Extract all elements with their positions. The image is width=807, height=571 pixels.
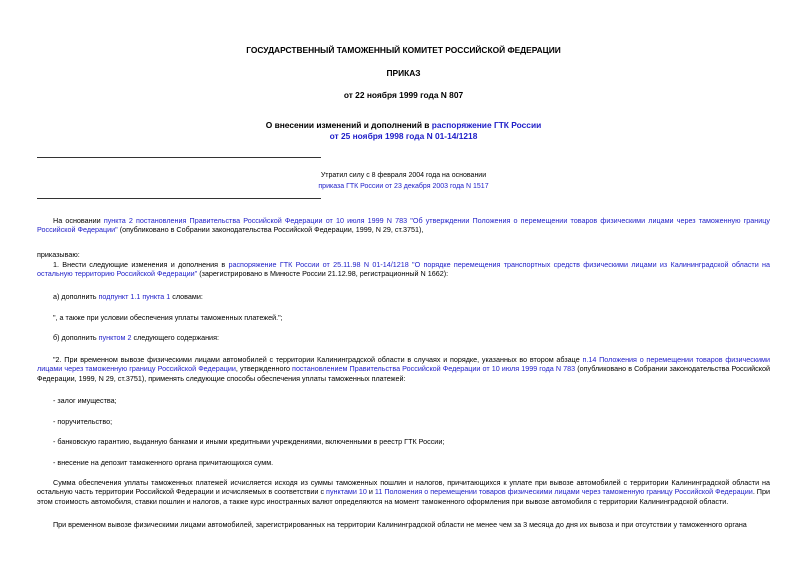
item-a-prefix: а) дополнить [53, 292, 99, 301]
doc-title-link-1[interactable]: распоряжение ГТК России [431, 120, 542, 130]
paragraph-order: приказываю: [37, 250, 80, 259]
subpoint-link[interactable]: подпункт 1.1 пункта 1 [98, 292, 171, 301]
point-2-suffix: (опубликовано в Собрании законодательства Российской Федерации, 1999, N 29, ст.3751), применять следующие способы обеспечения уплаты таможенных платежей: [37, 364, 770, 383]
paragraph-basis-prefix: На основании [53, 216, 104, 225]
paragraph-amount [37, 478, 770, 506]
amount-prefix: Сумма обеспечения уплаты таможенных платежей исчисляется исходя из суммы таможенных пошлин и налогов, причитающихся к уплате при вывозе автомобилей с территории Калининградской области на остальную часть территории Российской Федерации и исчисляемых в соответствии с [37, 478, 770, 497]
repeal-note-link[interactable]: приказа ГТК России от 23 декабря 2003 года N 1517 [318, 183, 489, 190]
doc-date-heading: от 22 ноября 1999 года N 807 [343, 90, 464, 100]
paragraph-item-b [37, 333, 770, 342]
item-b-suffix: следующего содержания: [131, 333, 219, 342]
doc-title-line1 [0, 120, 807, 130]
list-item-pledge: - залог имущества; [53, 396, 117, 405]
point-2-link[interactable]: пунктом 2 [98, 333, 132, 342]
doc-title-line2 [0, 131, 807, 141]
doc-title-text: О внесении изменений и дополнений в [265, 120, 432, 130]
item-1-prefix: 1. Внести следующие изменения и дополнения в [53, 260, 229, 269]
list-item-surety: - поручительство; [53, 417, 113, 426]
paragraph-item-a [37, 292, 770, 301]
points-10-link[interactable]: пунктами 10 [326, 487, 367, 497]
paragraph-basis [37, 216, 770, 235]
amount-suffix: . При этом стоимость автомобиля, ставки пошлин и налогов, а также курс иностранных валют определяются на момент таможенного оформления при вывозе автомобиля с территории Калининградской области. [37, 487, 770, 506]
point-2-prefix: "2. При временном вывозе физическими лицами автомобилей с территории Калининградской области в случаях и порядке, указанных во втором абзаце [53, 355, 583, 364]
list-item-deposit: - внесение на депозит таможенного органа причитающихся сумм. [53, 458, 274, 467]
doc-title-link-2[interactable]: от 25 ноября 1998 года N 01-14/1218 [329, 131, 478, 141]
amount-and: и [366, 487, 375, 497]
regulation-link[interactable]: п.14 Положения о перемещении товаров физическими лицами через таможенную границу Российской Федерации [37, 355, 771, 374]
paragraph-temporary-export: При временном вывозе физическими лицами автомобилей, зарегистрированных на территории Калининградской области не менее чем за 3 месяца до дня их вывоза и при отсутствии у таможенного органа [53, 520, 747, 529]
paragraph-basis-suffix: (опубликовано в Собрании законодательства Российской Федерации, 1999, N 29, ст.3751), [117, 225, 424, 235]
order-link[interactable]: распоряжение ГТК России от 25.11.98 N 01-14/1218 "О порядке перемещения транспортных средств физическими лицами из Калининградской области на остальную территорию Российской Федерации" [37, 260, 770, 279]
bottom-divider [37, 198, 321, 199]
list-item-guarantee: - банковскую гарантию, выданную банками и иными кредитными учреждениями, включенными в реестр ГТК России; [53, 437, 445, 446]
paragraph-quote-a: ", а также при условии обеспечения уплаты таможенных платежей."; [53, 313, 283, 322]
point-2-mid: , утвержденного [235, 364, 293, 374]
item-1-suffix: (зарегистрировано в Минюсте России 21.12.98, регистрационный N 1662): [197, 269, 449, 279]
committee-heading: ГОСУДАРСТВЕННЫЙ ТАМОЖЕННЫЙ КОМИТЕТ РОССИЙСКОЙ ФЕДЕРАЦИИ [246, 45, 561, 55]
top-divider [37, 157, 321, 158]
repeal-note-line1: Утратил силу с 8 февраля 2004 года на основании [320, 172, 487, 179]
item-b-prefix: б) дополнить [53, 333, 99, 342]
repeal-note-line2 [0, 182, 807, 192]
basis-link[interactable]: пункта 2 постановления Правительства Российской Федерации от 10 июля 1999 N 783 "Об утверждении Положения о перемещении товаров физическими лицами через таможенную границу Российской Федерации" [37, 216, 770, 235]
paragraph-point-2 [37, 355, 770, 383]
point-11-link[interactable]: 11 Положения о перемещении товаров физическими лицами через таможенную границу Российской Федерации [374, 487, 753, 497]
doc-type-heading: ПРИКАЗ [386, 68, 421, 78]
item-a-suffix: словами: [170, 292, 203, 301]
decree-link[interactable]: постановлением Правительства Российской Федерации от 10 июля 1999 года N 783 [292, 364, 576, 374]
paragraph-item-1 [37, 260, 770, 279]
